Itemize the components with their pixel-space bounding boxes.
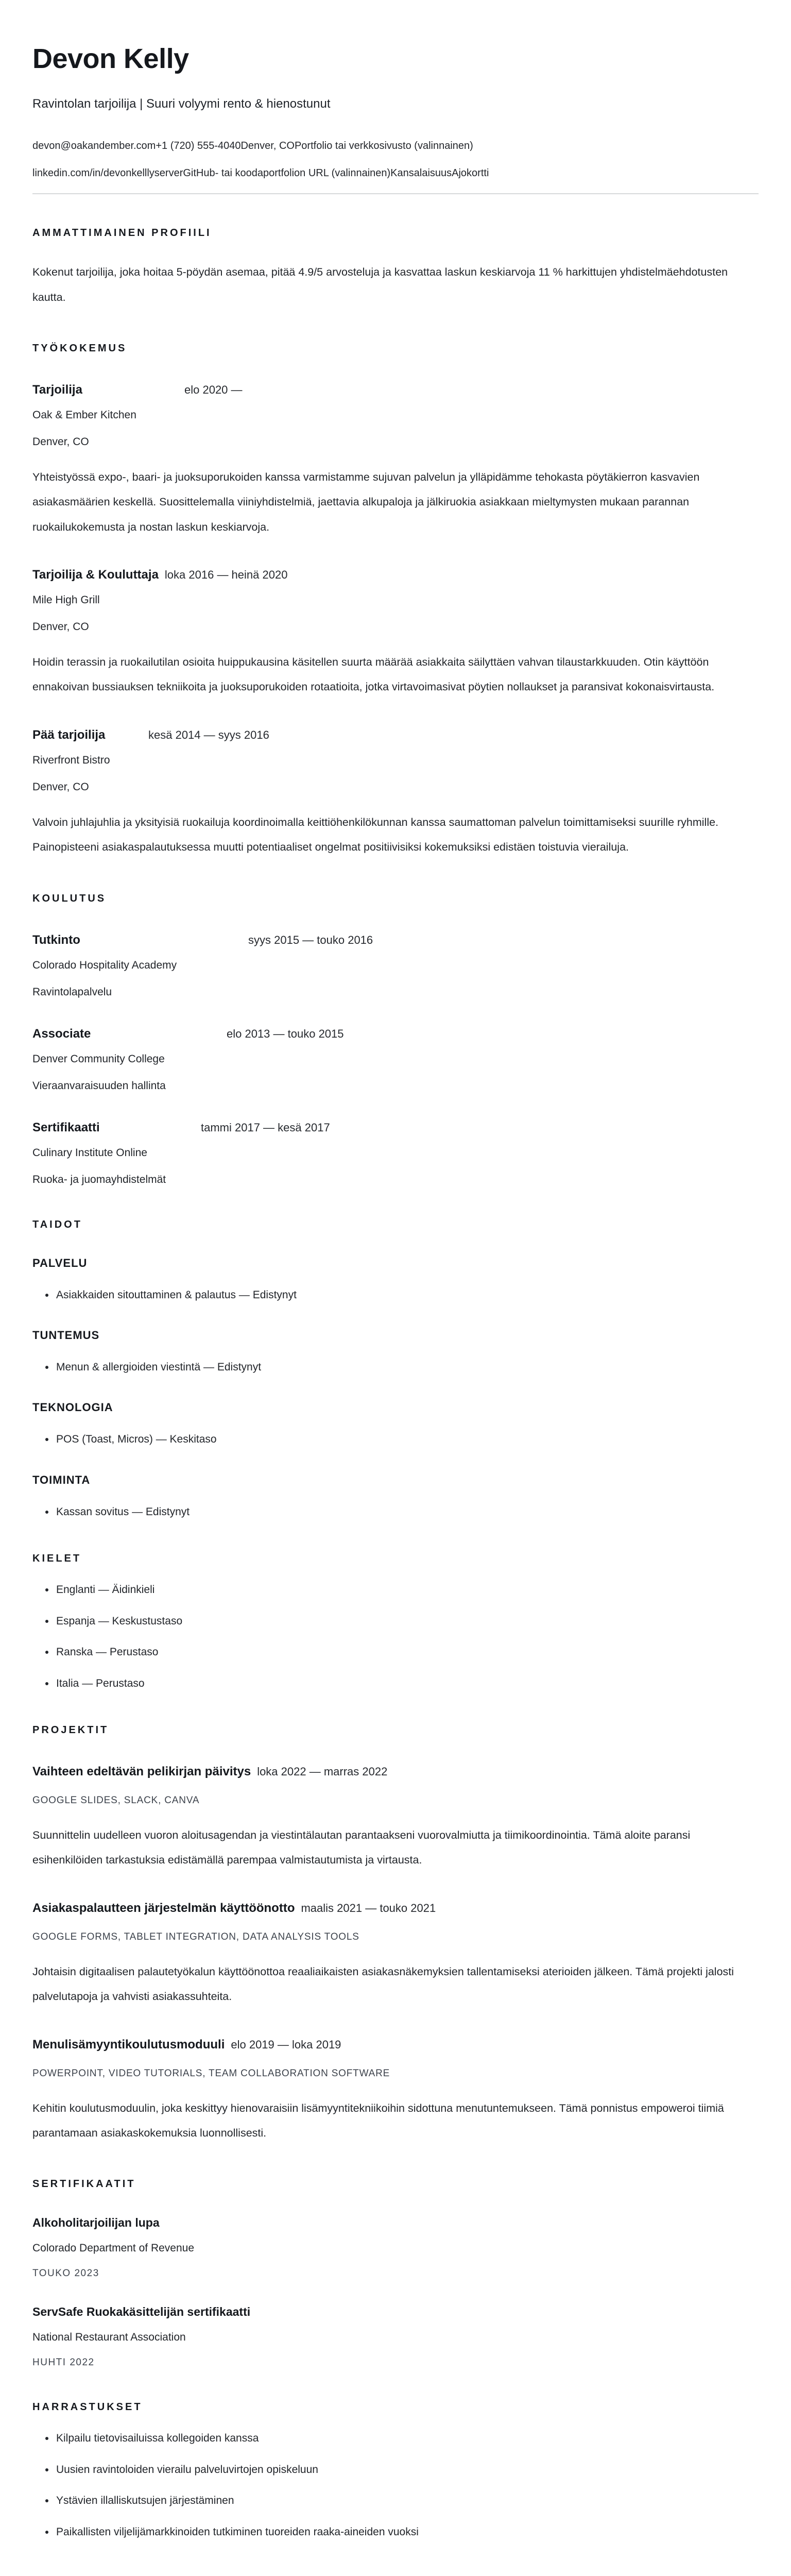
contact-github: GitHub- tai koodaportfolion URL (valinnainen) xyxy=(183,167,391,179)
section-projects xyxy=(32,1724,759,2145)
job-entry xyxy=(32,382,759,539)
skill-group xyxy=(32,1329,759,1375)
job-location: Denver, CO xyxy=(32,435,89,448)
school-name: Colorado Hospitality Academy xyxy=(32,959,177,971)
degree-title: Tutkinto xyxy=(32,933,80,947)
skill-category-heading: TOIMINTA xyxy=(32,1473,91,1486)
job-title: Tarjoilija & Kouluttaja xyxy=(32,568,159,582)
contact-email: devon@oakandember.com xyxy=(32,140,156,152)
job-location: Denver, CO xyxy=(32,621,89,633)
skill-category-heading: TEKNOLOGIA xyxy=(32,1401,113,1414)
school-name: Culinary Institute Online xyxy=(32,1146,147,1159)
contact-phone: +1 (720) 555-4040 xyxy=(156,140,241,152)
project-tools: GOOGLE FORMS, TABLET INTEGRATION, DATA ANALYSIS TOOLS xyxy=(32,1931,359,1942)
job-location: Denver, CO xyxy=(32,781,89,793)
hobby-item: • Ystävien illalliskutsujen järjestäminen xyxy=(55,2493,759,2509)
project-tools: POWERPOINT, VIDEO TUTORIALS, TEAM COLLABORATION SOFTWARE xyxy=(32,2067,390,2079)
job-description: Yhteistyössä expo-, baari- ja juoksuporukoiden kanssa varmistamme sujuvan palvelun ja ylläpidämme tehokasta pöytäkierron kasvavien asiakasmäärien keskellä. Suosittelemalla viiniyhdistelmiä, jaettavia alkupaloja ja jälkiruokia asiakkaan mieltymysten mukaan parannan ruokailukokemusta ja nostan laskun keskiarvoja. xyxy=(32,470,700,533)
education-entry-head xyxy=(32,1026,759,1042)
skill-category-heading: PALVELU xyxy=(32,1256,88,1269)
job-description: Valvoin juhlajuhlia ja yksityisiä ruokailuja koordinoimalla keittiöhenkilökunnan kanssa saumattoman palvelun toimittamiseksi suurille ryhmille. Painopisteeni asiakaspalautuksessa muutti potentiaaliset ongelmat positiivisiksi kokemuksiksi edistäen toistuvia vierailuja. xyxy=(32,816,719,854)
job-company: Riverfront Bistro xyxy=(32,754,110,766)
education-dates: elo 2013 — touko 2015 xyxy=(227,1027,344,1040)
section-profile xyxy=(32,227,759,310)
language-item: • Englanti — Äidinkieli xyxy=(55,1582,759,1598)
projects-section-heading: PROJEKTIT xyxy=(32,1724,109,1736)
job-entry xyxy=(32,727,759,860)
hobby-item: • Uusien ravintoloiden vierailu palveluvirtojen opiskeluun xyxy=(55,2462,759,2478)
project-title: Menulisämyyntikoulutusmoduuli xyxy=(32,2037,225,2052)
certification-date: TOUKO 2023 xyxy=(32,2268,99,2279)
certification-entry xyxy=(32,2305,759,2368)
education-dates: syys 2015 — touko 2016 xyxy=(248,933,373,946)
hobby-list xyxy=(32,2431,759,2540)
hobby-item: • Paikallisten viljelijämarkkinoiden tutkiminen tuoreiden raaka-aineiden vuoksi xyxy=(55,2524,759,2540)
project-entry xyxy=(32,1901,759,2009)
education-dates: tammi 2017 — kesä 2017 xyxy=(201,1121,330,1134)
certification-date: HUHTI 2022 xyxy=(32,2357,95,2368)
project-description: Suunnittelin uudelleen vuoron aloitusagendan ja viestintälautan parantaakseni vuorovalmiutta ja tiimikoordinointia. Tämä aloite paransi esihenkilöiden tarkastuksia edistämällä parempaa valmistautumista ja virtausta. xyxy=(32,1829,691,1867)
job-company: Mile High Grill xyxy=(32,594,100,606)
job-entry-head xyxy=(32,727,759,743)
skill-group xyxy=(32,1401,759,1447)
language-item: • Espanja — Keskustustaso xyxy=(55,1614,759,1629)
job-dates: elo 2020 — xyxy=(184,383,243,396)
profile-section-heading: AMMATTIMAINEN PROFIILI xyxy=(32,227,212,239)
skill-group xyxy=(32,1257,759,1303)
contact-linkedin: linkedin.com/in/devonkelllyserver xyxy=(32,167,183,179)
skill-item: • Menun & allergioiden viestintä — Edistynyt xyxy=(55,1360,759,1375)
field-of-study: Ravintolapalvelu xyxy=(32,986,112,998)
project-description: Kehitin koulutusmoduulin, joka keskittyy hienovaraisiin lisämyyntitekniikoihin sidottuna menutuntemukseen. Tämä ponnistus empoweroi tiimiä parantamaan asiakaskokemuksia luonnollisesti. xyxy=(32,2102,724,2139)
job-company: Oak & Ember Kitchen xyxy=(32,409,136,421)
project-dates: loka 2022 — marras 2022 xyxy=(257,1765,388,1778)
section-experience xyxy=(32,343,759,860)
certifications-section-heading: SERTIFIKAATIT xyxy=(32,2178,136,2190)
certification-title: Alkoholitarjoilijan lupa xyxy=(32,2216,160,2230)
candidate-subtitle: Ravintolan tarjoilija | Suuri volyymi rento & hienostunut xyxy=(32,97,331,111)
project-dates: maalis 2021 — touko 2021 xyxy=(301,1901,436,1914)
contact-citizenship: Kansalaisuus xyxy=(390,167,452,179)
skills-section-heading: TAIDOT xyxy=(32,1218,82,1230)
experience-section-heading: TYÖKOKEMUS xyxy=(32,342,127,354)
language-list xyxy=(32,1582,759,1691)
section-hobbies xyxy=(32,2401,759,2540)
certification-issuer: National Restaurant Association xyxy=(32,2331,186,2344)
language-item: • Italia — Perustaso xyxy=(55,1676,759,1691)
skill-item: • Asiakkaiden sitouttaminen & palautus — Edistynyt xyxy=(55,1287,759,1303)
skill-list xyxy=(32,1432,759,1447)
field-of-study: Vieraanvaraisuuden hallinta xyxy=(32,1079,166,1092)
job-title: Pää tarjoilija xyxy=(32,727,106,742)
skill-category-heading: TUNTEMUS xyxy=(32,1329,100,1342)
certification-title: ServSafe Ruokakäsittelijän sertifikaatti xyxy=(32,2305,251,2319)
contact-line-1 xyxy=(32,139,759,153)
skill-list xyxy=(32,1504,759,1520)
languages-section-heading: KIELET xyxy=(32,1553,82,1565)
contact-driving-license: Ajokortti xyxy=(452,167,489,179)
section-languages xyxy=(32,1553,759,1691)
project-description: Johtaisin digitaalisen palautetyökalun käyttöönottoa reaaliaikaisten asiakasnäkemyksien tallentamiseksi aterioiden jälkeen. Tämä projekti jalosti palvelutapoja ja vahvisti asiakassuhteita. xyxy=(32,1965,734,2003)
candidate-name: Devon Kelly xyxy=(32,43,189,74)
field-of-study: Ruoka- ja juomayhdistelmät xyxy=(32,1173,166,1185)
resume-header xyxy=(32,44,759,194)
job-entry xyxy=(32,567,759,700)
contact-location: Denver, CO xyxy=(240,140,295,152)
project-dates: elo 2019 — loka 2019 xyxy=(231,2038,341,2051)
profile-summary: Kokenut tarjoilija, joka hoitaa 5-pöydän asemaa, pitää 4.9/5 arvosteluja ja kasvattaa laskun keskiarvoja 11 % harkittujen yhdistelmäehdotusten kautta. xyxy=(32,266,728,303)
skill-item: • POS (Toast, Micros) — Keskitaso xyxy=(55,1432,759,1447)
degree-title: Sertifikaatti xyxy=(32,1120,100,1134)
certification-entry xyxy=(32,2216,759,2279)
project-entry xyxy=(32,1764,759,1873)
project-title: Vaihteen edeltävän pelikirjan päivitys xyxy=(32,1765,251,1779)
degree-title: Associate xyxy=(32,1026,91,1041)
project-entry xyxy=(32,2037,759,2146)
section-certifications xyxy=(32,2178,759,2368)
education-section-heading: KOULUTUS xyxy=(32,892,107,904)
education-entry xyxy=(32,933,759,998)
section-education xyxy=(32,893,759,1186)
job-dates: kesä 2014 — syys 2016 xyxy=(148,728,269,741)
hobby-item: • Kilpailu tietovisailuissa kollegoiden kanssa xyxy=(55,2431,759,2446)
job-description: Hoidin terassin ja ruokailutilan osioita huippukausina käsitellen suurta määrää asiakkaita säilyttäen vahvan tilaustarkkuuden. Otin käyttöön ennakoivan bussiauksen tekniikoita ja juoksuporukoiden rotaatioita, jotka virtavoimasivat pöytien nollaukset ja paransivat kokonaisvirtausta. xyxy=(32,656,715,693)
hobbies-section-heading: HARRASTUKSET xyxy=(32,2401,143,2413)
job-entry-head xyxy=(32,382,759,398)
school-name: Denver Community College xyxy=(32,1053,165,1065)
project-entry-head xyxy=(32,1901,759,1916)
certification-issuer: Colorado Department of Revenue xyxy=(32,2242,195,2255)
project-entry-head xyxy=(32,1764,759,1780)
language-item: • Ranska — Perustaso xyxy=(55,1645,759,1660)
job-dates: loka 2016 — heinä 2020 xyxy=(164,568,288,582)
contact-line-2 xyxy=(32,166,759,180)
skill-list xyxy=(32,1360,759,1375)
project-entry-head xyxy=(32,2037,759,2053)
skill-list xyxy=(32,1287,759,1303)
education-entry xyxy=(32,1120,759,1186)
contact-portfolio: Portfolio tai verkkosivusto (valinnainen) xyxy=(294,140,473,152)
education-entry-head xyxy=(32,1120,759,1136)
project-title: Asiakaspalautteen järjestelmän käyttöönotto xyxy=(32,1901,295,1915)
skill-item: • Kassan sovitus — Edistynyt xyxy=(55,1504,759,1520)
job-entry-head xyxy=(32,567,759,583)
project-tools: GOOGLE SLIDES, SLACK, CANVA xyxy=(32,1795,200,1806)
job-title: Tarjoilija xyxy=(32,382,82,397)
education-entry-head xyxy=(32,933,759,948)
header-divider xyxy=(32,193,759,194)
education-entry xyxy=(32,1026,759,1092)
section-skills xyxy=(32,1219,759,1520)
skill-group xyxy=(32,1473,759,1520)
